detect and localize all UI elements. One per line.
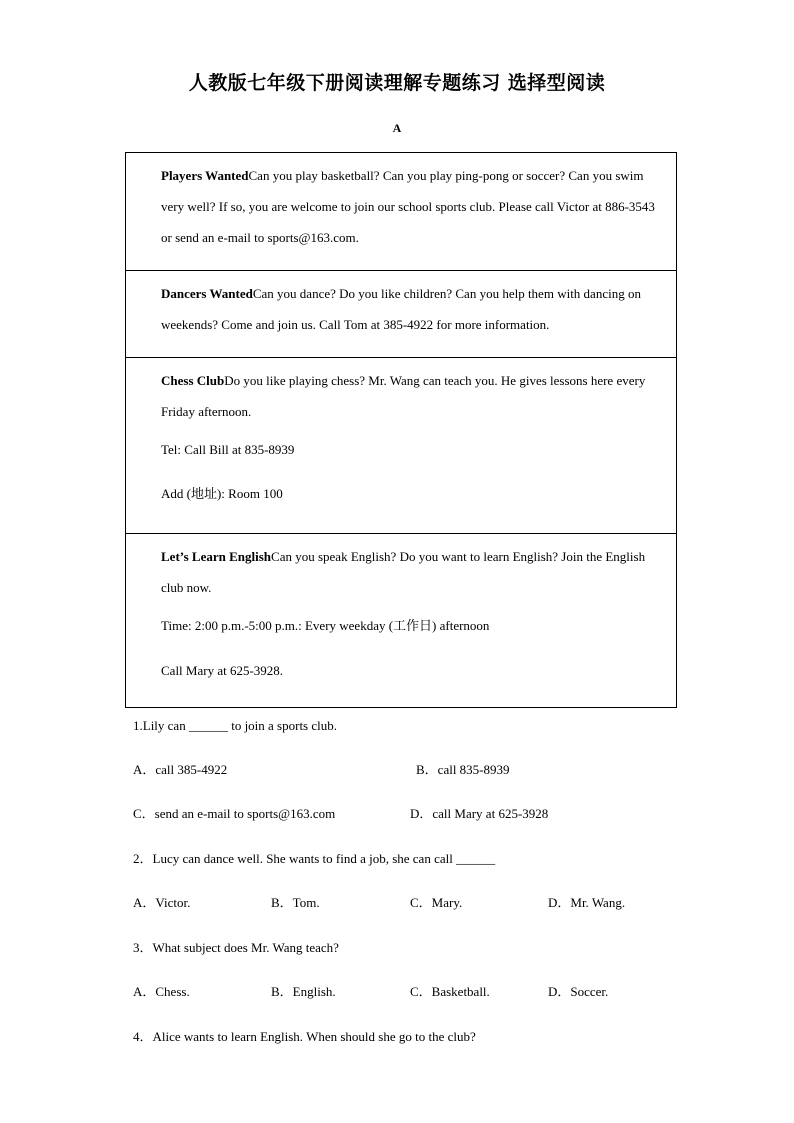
- ad-line: Add (地址): Room 100: [161, 486, 283, 501]
- ad-body: Can you speak English? Do you want to learn English? Join the English club now.: [161, 549, 646, 595]
- ad-heading: Let’s Learn English: [161, 549, 272, 564]
- option-1c[interactable]: C．send an e-mail to sports@163.com: [133, 806, 336, 821]
- ad-chess-club: [126, 358, 676, 534]
- ad-heading: Dancers Wanted: [161, 286, 253, 301]
- option-2b[interactable]: B．Tom.: [271, 895, 320, 910]
- ad-body: Can you play basketball? Can you play ping-pong or soccer? Can you swim very well? If so, you are welcome to join our school sports club. Please call Victor at 886-3543 or send an e-mail to sports@163.com.: [161, 168, 655, 245]
- section-label: A: [392, 121, 402, 135]
- ad-heading: Players Wanted: [161, 168, 249, 183]
- ad-line: Tel: Call Bill at 835-8939: [161, 442, 295, 457]
- option-2a[interactable]: A．Victor.: [133, 895, 191, 910]
- page-title: 人教版七年级下册阅读理解专题练习 选择型阅读: [188, 72, 606, 94]
- ad-heading: Chess Club: [161, 373, 225, 388]
- option-3c[interactable]: C．Basketball.: [410, 984, 490, 999]
- ad-dancers-wanted: [126, 271, 676, 358]
- option-1d[interactable]: D．call Mary at 625-3928: [410, 806, 549, 821]
- ad-line: Time: 2:00 p.m.-5:00 p.m.: Every weekday (工作日) afternoon: [161, 618, 490, 633]
- question-4: 4．Alice wants to learn English. When should she go to the club?: [133, 1029, 476, 1044]
- ad-players-wanted: [126, 153, 676, 271]
- option-2c[interactable]: C．Mary.: [410, 895, 463, 910]
- question-2: 2．Lucy can dance well. She wants to find a job, she can call ______: [133, 851, 496, 866]
- question-1: 1.Lily can ______ to join a sports club.: [133, 718, 338, 733]
- option-1b[interactable]: B．call 835-8939: [416, 762, 510, 777]
- ad-learn-english: [126, 534, 676, 707]
- ad-body: Can you dance? Do you like children? Can you help them with dancing on weekends? Come and join us. Call Tom at 385-4922 for more information.: [161, 286, 641, 332]
- question-3: 3．What subject does Mr. Wang teach?: [133, 940, 339, 955]
- option-1a[interactable]: A．call 385-4922: [133, 762, 228, 777]
- option-3d[interactable]: D．Soccer.: [548, 984, 609, 999]
- ad-body: Do you like playing chess? Mr. Wang can teach you. He gives lessons here every Friday afternoon.: [161, 373, 646, 419]
- ad-line: Call Mary at 625-3928.: [161, 663, 284, 678]
- option-3b[interactable]: B．English.: [271, 984, 336, 999]
- option-2d[interactable]: D．Mr. Wang.: [548, 895, 626, 910]
- option-3a[interactable]: A．Chess.: [133, 984, 190, 999]
- ads-table: [125, 152, 677, 708]
